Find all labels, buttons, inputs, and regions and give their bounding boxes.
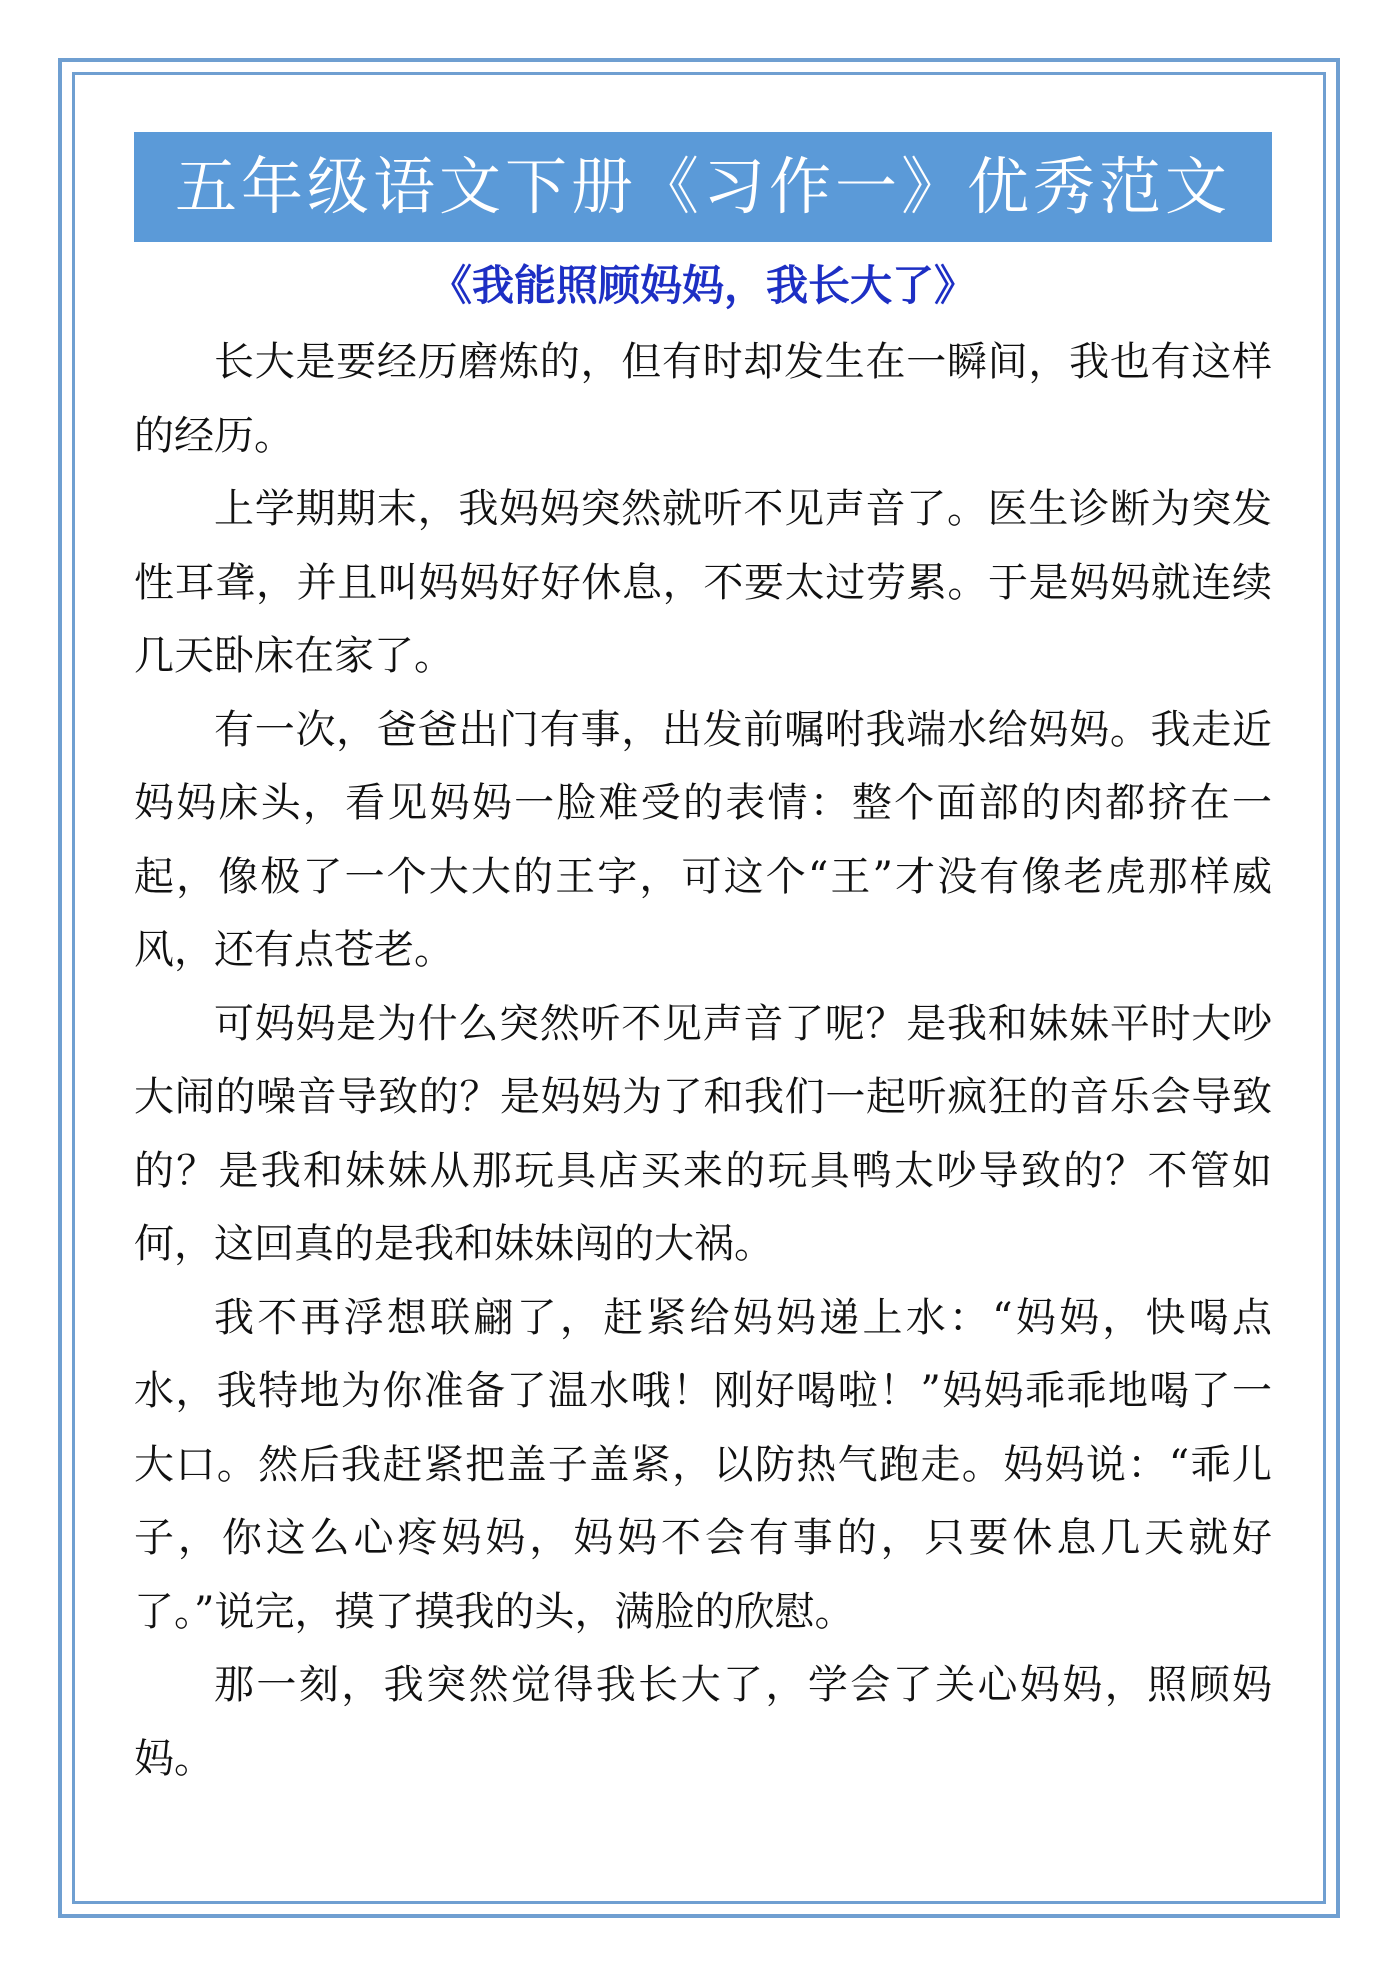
header-title: 五年级语文下册《习作一》优秀范文 [174, 150, 1231, 223]
essay-body [134, 326, 1272, 1796]
document-content [134, 132, 1272, 1796]
paragraph: 上学期期末，我妈妈突然就听不见声音了。医生诊断为突发性耳聋，并且叫妈妈好好休息，不要太过劳累。于是妈妈就连续几天卧床在家了。 [134, 486, 1272, 679]
essay-title: 《我能照顾妈妈，我长大了》 [429, 261, 976, 310]
header-banner [134, 132, 1272, 242]
paragraph: 那一刻，我突然觉得我长大了，学会了关心妈妈，照顾妈妈。 [134, 1662, 1272, 1782]
paragraph: 我不再浮想联翩了，赶紧给妈妈递上水：“妈妈，快喝点水，我特地为你准备了温水哦！刚好喝啦！”妈妈乖乖地喝了一大口。然后我赶紧把盖子盖紧，以防热气跑走。妈妈说：“乖儿子，你这么心疼妈妈，妈妈不会有事的，只要休息几天就好了。”说完，摸了摸我的头，满脸的欣慰。 [134, 1294, 1272, 1635]
paragraph: 长大是要经历磨炼的，但有时却发生在一瞬间，我也有这样的经历。 [134, 339, 1272, 459]
paragraph: 有一次，爸爸出门有事，出发前嘱咐我端水给妈妈。我走近妈妈床头，看见妈妈一脸难受的表情：整个面部的肉都挤在一起，像极了一个大大的王字，可这个“王”才没有像老虎那样威风，还有点苍老。 [134, 706, 1272, 973]
paragraph: 可妈妈是为什么突然听不见声音了呢？是我和妹妹平时大吵大闹的噪音导致的？是妈妈为了和我们一起听疯狂的音乐会导致的？是我和妹妹从那玩具店买来的玩具鸭太吵导致的？不管如何，这回真的是我和妹妹闯的大祸。 [134, 1000, 1272, 1267]
